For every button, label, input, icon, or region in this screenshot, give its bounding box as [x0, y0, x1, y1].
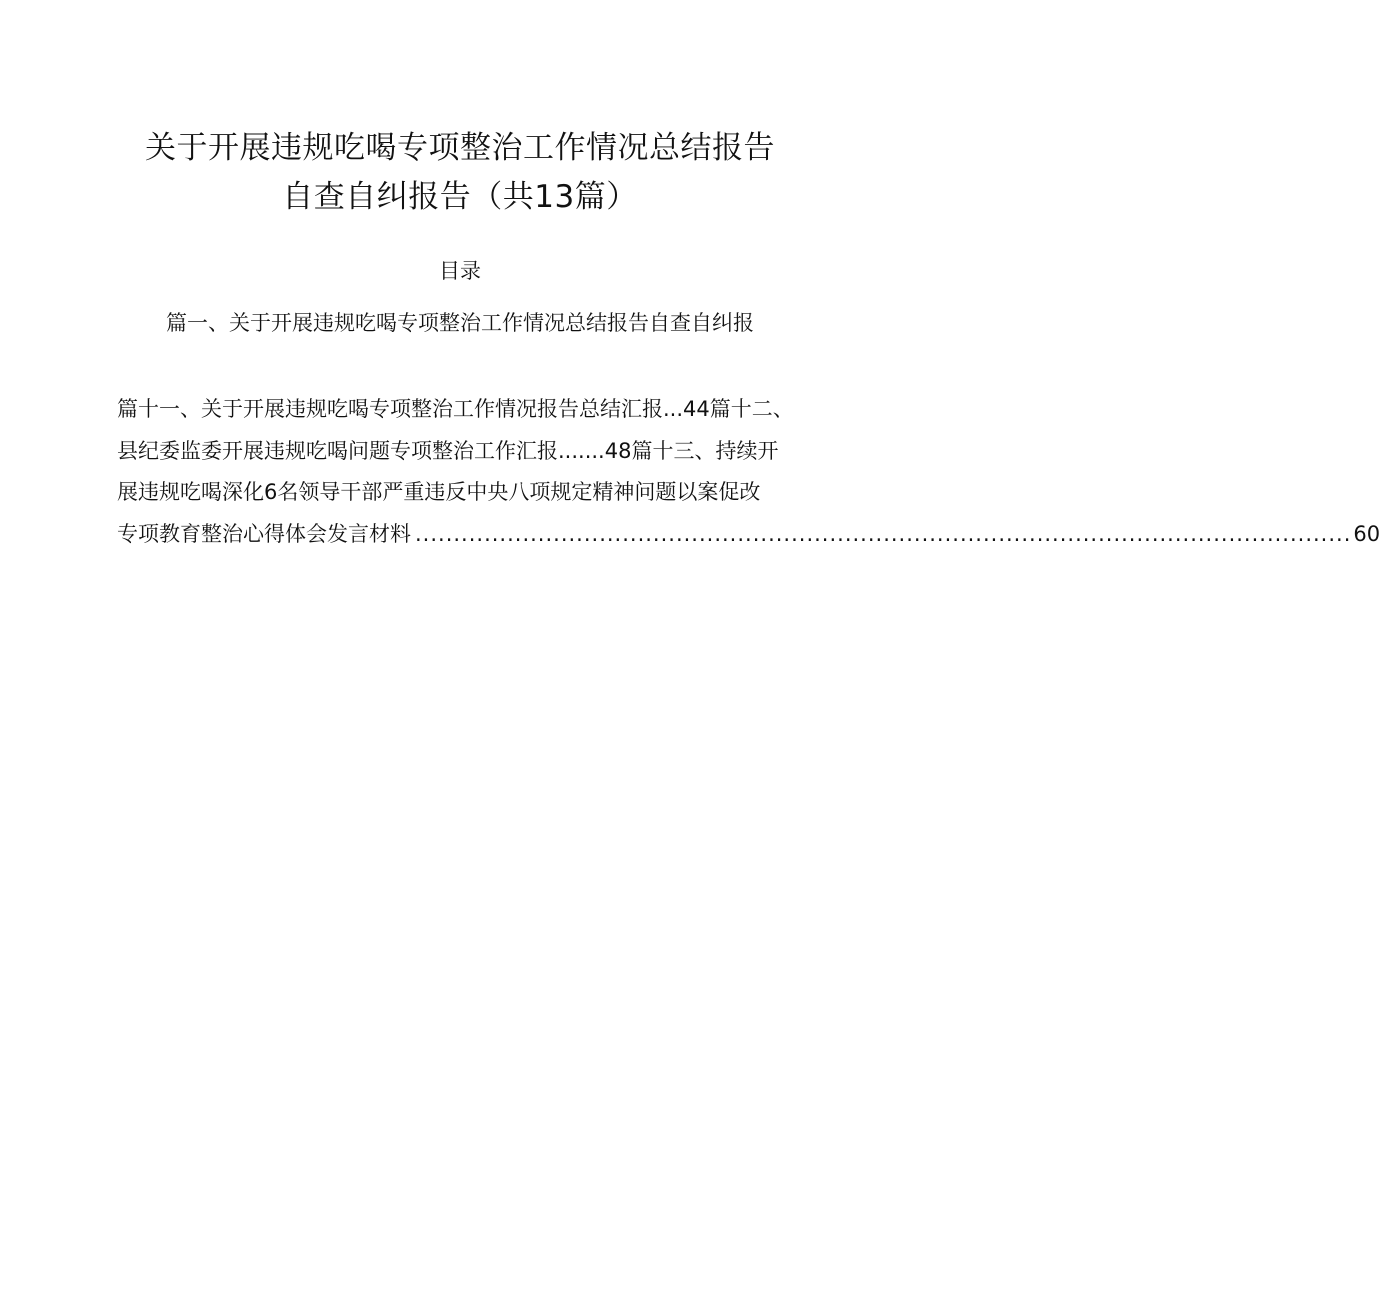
toc-heading: 目录	[439, 259, 481, 283]
toc-line-4-text: 专项教育整治心得体会发言材料	[117, 521, 411, 546]
toc-page-number: 60	[1353, 521, 1380, 546]
toc-line-3: 展违规吃喝深化6名领导干部严重违反中央八项规定精神问题以案促改	[117, 480, 761, 504]
toc-leader-dots: ..........................................................................................................................	[415, 521, 1352, 546]
toc-line-4	[117, 514, 1380, 556]
toc-paragraph	[117, 389, 1380, 555]
title-line-1: 关于开展违规吃喝专项整治工作情况总结报告	[145, 130, 775, 166]
document-title	[0, 124, 920, 222]
title-line-2: 自查自纠报告（共13篇）	[282, 179, 638, 215]
toc-line-2: 县纪委监委开展违规吃喝问题专项整治工作汇报.......48篇十三、持续开	[117, 438, 779, 463]
toc-entry-1: 篇一、关于开展违规吃喝专项整治工作情况总结报告自查自纠报	[166, 311, 754, 335]
toc-line-1: 篇十一、关于开展违规吃喝专项整治工作情况报告总结汇报...44篇十二、	[117, 397, 794, 421]
